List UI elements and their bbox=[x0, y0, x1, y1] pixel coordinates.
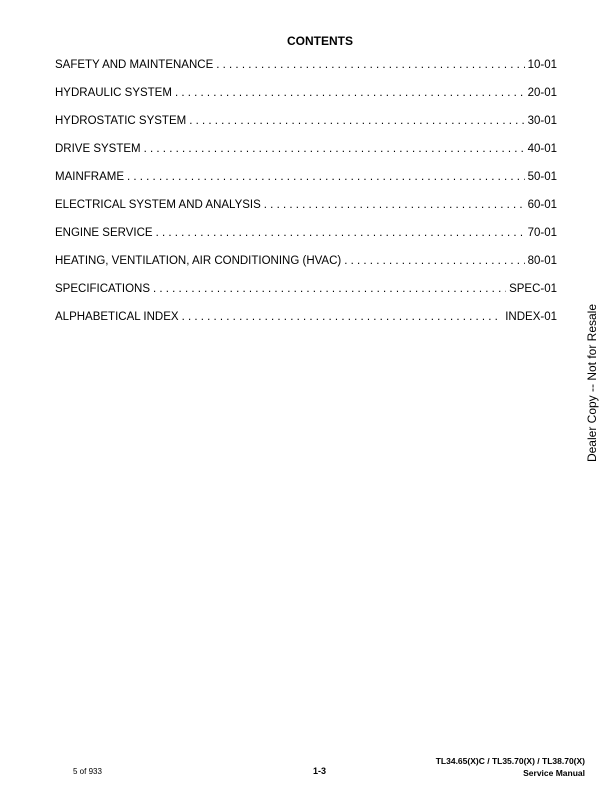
toc-entry-drive-system[interactable] bbox=[55, 143, 557, 171]
toc-leader-dots bbox=[344, 255, 524, 267]
toc-entry-label: DRIVE SYSTEM bbox=[55, 143, 141, 155]
toc-entry-electrical-system[interactable] bbox=[55, 199, 557, 227]
toc-entry-label: MAINFRAME bbox=[55, 171, 124, 183]
toc-leader-dots bbox=[156, 227, 525, 239]
toc-entry-engine-service[interactable] bbox=[55, 227, 557, 255]
toc-leader-dots bbox=[182, 311, 503, 323]
toc-entry-page: INDEX-01 bbox=[505, 311, 557, 323]
toc-entry-label: HYDROSTATIC SYSTEM bbox=[55, 115, 187, 127]
toc-entry-hvac[interactable] bbox=[55, 255, 557, 283]
toc-entry-label: ELECTRICAL SYSTEM AND ANALYSIS bbox=[55, 199, 261, 211]
footer-page-number: 1-3 bbox=[313, 766, 327, 776]
toc-entry-label: SAFETY AND MAINTENANCE bbox=[55, 59, 214, 71]
footer-model: TL34.65(X)C / TL35.70(X) / TL38.70(X) bbox=[435, 756, 585, 766]
toc-entry-page: 20-01 bbox=[527, 87, 557, 99]
toc-leader-dots bbox=[189, 115, 524, 127]
footer-manual-title: Service Manual bbox=[523, 768, 585, 778]
toc-entry-hydrostatic-system[interactable] bbox=[55, 115, 557, 143]
watermark-text: Dealer Copy -- Not for Resale bbox=[585, 303, 599, 463]
toc-entry-label: HEATING, VENTILATION, AIR CONDITIONING (HVAC) bbox=[55, 255, 342, 267]
toc-leader-dots bbox=[127, 171, 525, 183]
toc-entry-mainframe[interactable] bbox=[55, 171, 557, 199]
toc-entry-label: ENGINE SERVICE bbox=[55, 227, 153, 239]
toc-leader-dots bbox=[153, 283, 506, 295]
toc-entry-page: 30-01 bbox=[527, 115, 557, 127]
toc-entry-page: 40-01 bbox=[527, 143, 557, 155]
toc-entry-alphabetical-index[interactable] bbox=[55, 311, 557, 339]
page-title: CONTENTS bbox=[287, 34, 353, 48]
toc-entry-page: 10-01 bbox=[527, 59, 557, 71]
toc-leader-dots bbox=[175, 87, 525, 99]
table-of-contents bbox=[55, 59, 557, 339]
toc-entry-label: ALPHABETICAL INDEX bbox=[55, 311, 179, 323]
footer-manual-info bbox=[436, 755, 585, 779]
toc-leader-dots bbox=[216, 59, 524, 71]
toc-entry-page: 50-01 bbox=[527, 171, 557, 183]
toc-entry-page: 80-01 bbox=[527, 255, 557, 267]
toc-entry-hydraulic-system[interactable] bbox=[55, 87, 557, 115]
toc-entry-label: SPECIFICATIONS bbox=[55, 283, 150, 295]
toc-leader-dots bbox=[264, 199, 525, 211]
toc-entry-label: HYDRAULIC SYSTEM bbox=[55, 87, 172, 99]
toc-entry-safety-maintenance[interactable] bbox=[55, 59, 557, 87]
toc-entry-specifications[interactable] bbox=[55, 283, 557, 311]
toc-leader-dots bbox=[144, 143, 525, 155]
toc-entry-page: 60-01 bbox=[527, 199, 557, 211]
toc-entry-page: SPEC-01 bbox=[509, 283, 557, 295]
footer-page-count: 5 of 933 bbox=[73, 767, 102, 776]
toc-entry-page: 70-01 bbox=[527, 227, 557, 239]
